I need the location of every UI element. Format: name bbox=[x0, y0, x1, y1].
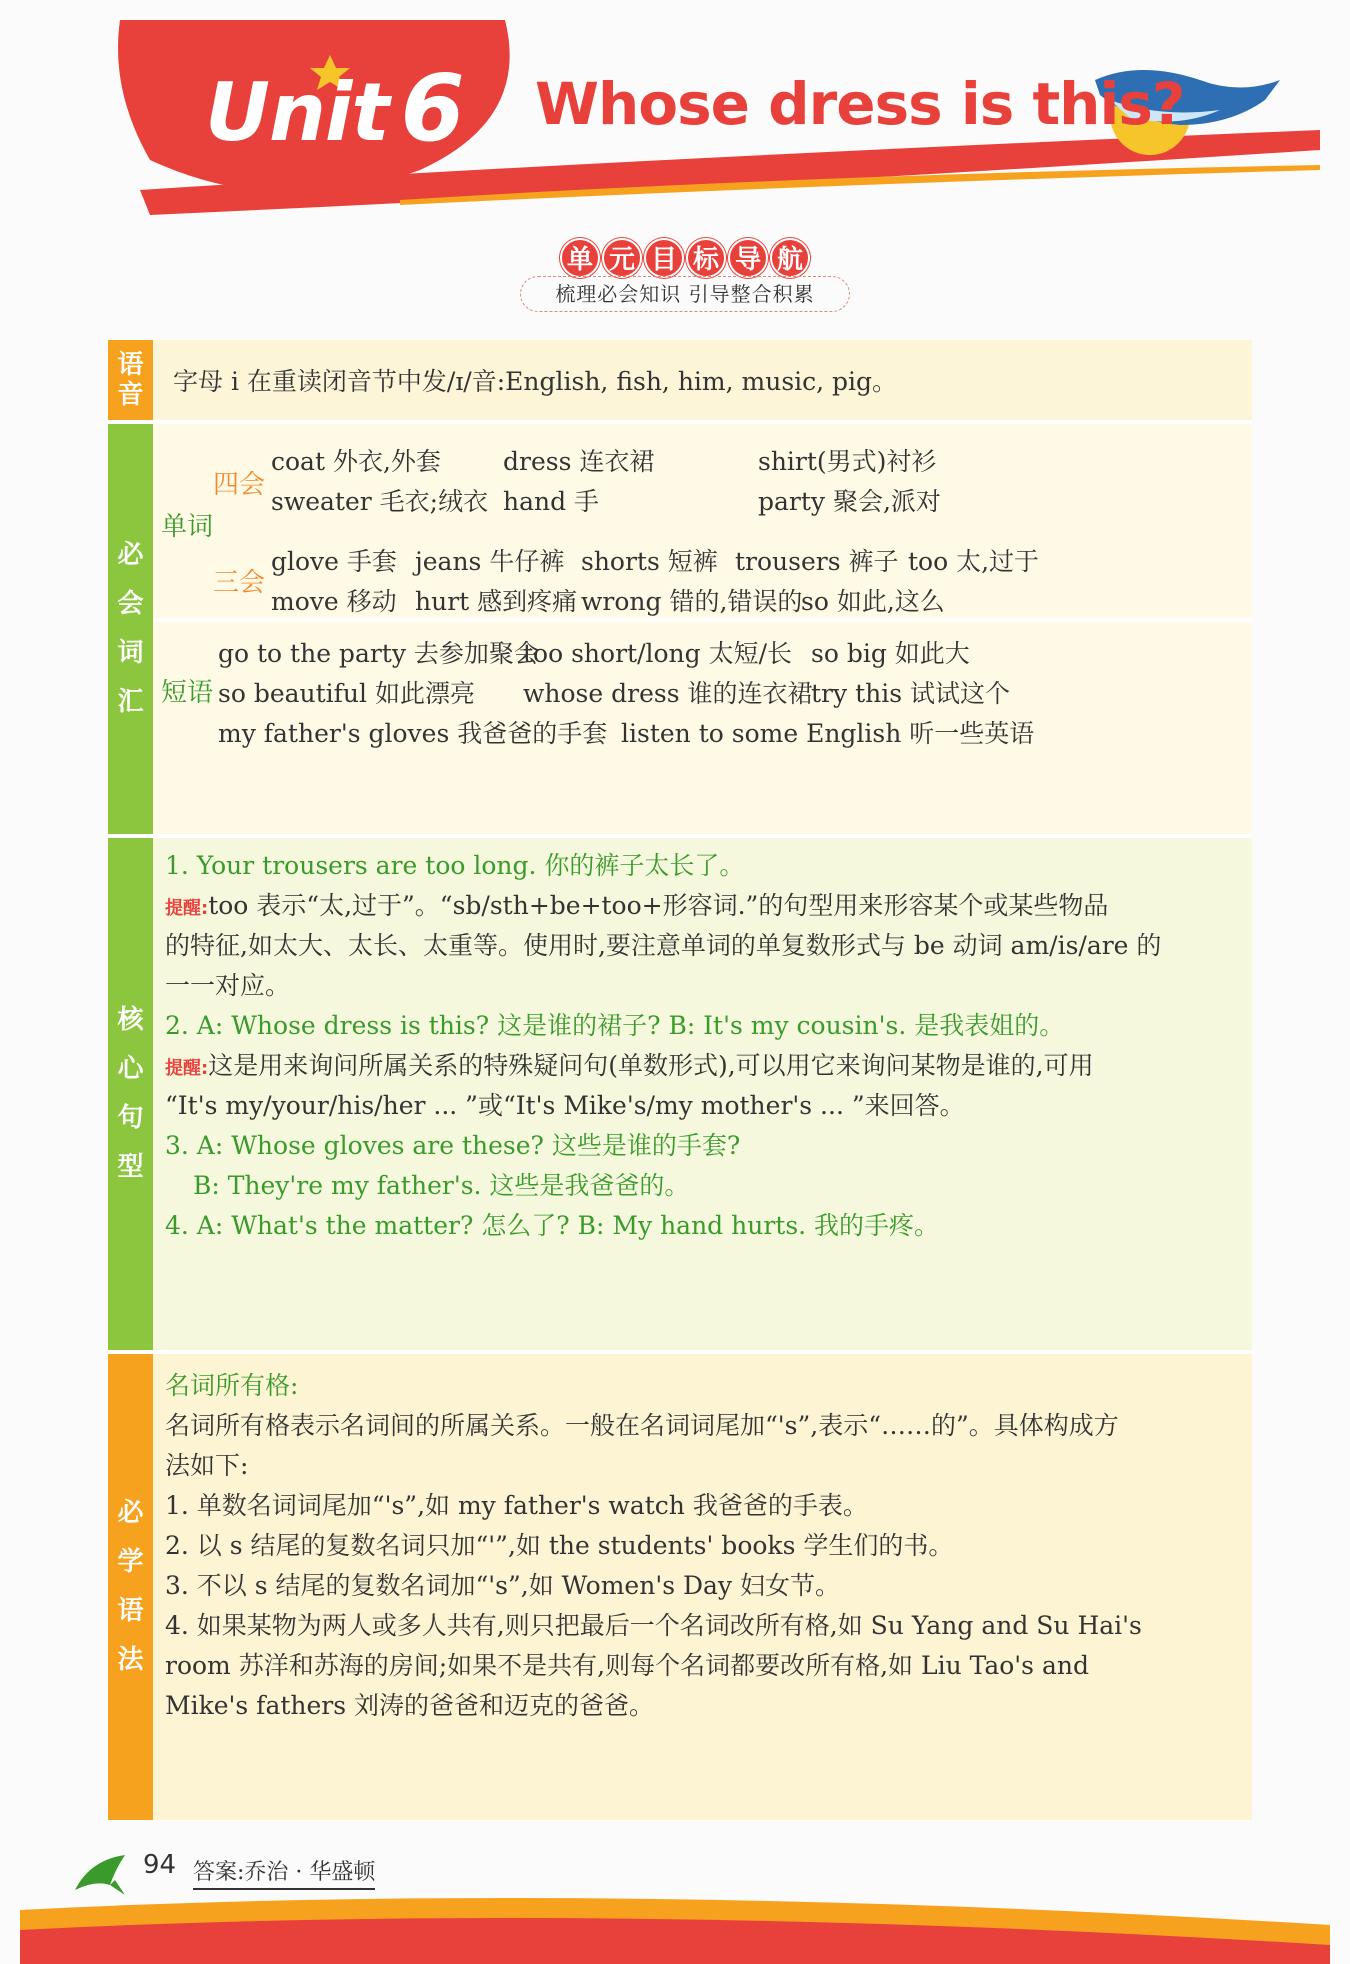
vocabulary-content bbox=[153, 424, 1252, 834]
sentence-1: 1. Your trousers are too long. 你的裤子太长了。 bbox=[165, 851, 745, 880]
vocabulary-label: 必 会 词 汇 bbox=[108, 424, 153, 834]
sentence-3b: B: They're my father's. 这些是我爸爸的。 bbox=[193, 1171, 690, 1200]
grammar-point: 3. 不以 s 结尾的复数名词加“'s”,如 Women's Day 妇女节。 bbox=[165, 1571, 841, 1600]
phrase-item: listen to some English 听一些英语 bbox=[621, 719, 1035, 748]
footer-wave bbox=[0, 1870, 1350, 1964]
nav-char: 航 bbox=[770, 238, 810, 278]
word-item: so 如此,这么 bbox=[801, 587, 945, 616]
pronunciation-row bbox=[108, 340, 1252, 420]
pronunciation-label: 语 音 bbox=[108, 340, 153, 420]
word-item: shorts 短裤 bbox=[581, 547, 718, 576]
grammar-intro: 名词所有格表示名词间的所属关系。一般在名词词尾加“'s”,表示“……的”。具体构成方 bbox=[165, 1411, 1119, 1440]
phrase-item: whose dress 谁的连衣裙 bbox=[523, 679, 813, 708]
words-label: 单词 bbox=[161, 512, 214, 542]
page-number: 94 bbox=[143, 1850, 177, 1880]
four-skills-label: 四会 bbox=[213, 470, 266, 500]
grammar-row bbox=[108, 1354, 1252, 1820]
answer-note: 答案:乔治 · 华盛顿 bbox=[193, 1855, 375, 1890]
vocabulary-row bbox=[108, 424, 1252, 834]
tip-2-line: 提醒:这是用来询问所属关系的特殊疑问句(单数形式),可以用它来询问某物是谁的,可用 bbox=[165, 1051, 1094, 1080]
phrase-item: so big 如此大 bbox=[811, 639, 970, 668]
nav-char: 单 bbox=[560, 238, 600, 278]
grammar-intro: 法如下: bbox=[165, 1451, 249, 1480]
grammar-title: 名词所有格: bbox=[165, 1371, 299, 1400]
tip-1-line: 提醒:too 表示“太,过于”。“sb/sth+be+too+形容词.”的句型用来形容某个或某些物品 bbox=[165, 891, 1109, 920]
pronunciation-content bbox=[153, 340, 1252, 420]
grammar-content bbox=[153, 1354, 1252, 1820]
grammar-point: 2. 以 s 结尾的复数名词只加“'”,如 the students' books 学生们的书。 bbox=[165, 1531, 954, 1560]
phrase-item: go to the party 去参加聚会 bbox=[218, 639, 539, 668]
summary-table bbox=[108, 340, 1252, 1820]
tip-2-line: “It's my/your/his/her ... ”或“It's Mike's/my mother's ... ”来回答。 bbox=[165, 1091, 965, 1120]
word-item: dress 连衣裙 bbox=[503, 447, 655, 476]
tip-label: 提醒: bbox=[165, 1058, 209, 1079]
nav-char: 标 bbox=[686, 238, 726, 278]
tip-1-line: 一一对应。 bbox=[165, 971, 291, 1000]
three-skills-label: 三会 bbox=[213, 568, 266, 598]
tip-1-line: 的特征,如太大、太长、太重等。使用时,要注意单词的单复数形式与 be 动词 am/is/are 的 bbox=[165, 931, 1162, 960]
grammar-point: room 苏洋和苏海的房间;如果不是共有,则每个名词都要改所有格,如 Liu Tao's and bbox=[165, 1651, 1089, 1680]
word-item: glove 手套 bbox=[271, 547, 397, 576]
sentences-label: 核 心 句 型 bbox=[108, 838, 153, 1350]
nav-title bbox=[560, 238, 810, 278]
word-item: wrong 错的,错误的 bbox=[581, 587, 803, 616]
word-item: too 太,过于 bbox=[908, 547, 1040, 576]
nav-char: 目 bbox=[644, 238, 684, 278]
grammar-label: 必 学 语 法 bbox=[108, 1354, 153, 1820]
page-header bbox=[0, 0, 1350, 230]
nav-char: 导 bbox=[728, 238, 768, 278]
word-item: sweater 毛衣;绒衣 bbox=[271, 487, 489, 516]
sentence-3a: 3. A: Whose gloves are these? 这些是谁的手套? bbox=[165, 1131, 741, 1160]
phrases-label: 短语 bbox=[161, 678, 214, 708]
nav-char: 元 bbox=[602, 238, 642, 278]
sentences-row bbox=[108, 838, 1252, 1350]
phrase-item: try this 试试这个 bbox=[811, 679, 1010, 708]
sentence-2: 2. A: Whose dress is this? 这是谁的裙子? B: It's my cousin's. 是我表姐的。 bbox=[165, 1011, 1065, 1040]
pronunciation-text: 字母 i 在重读闭音节中发/ɪ/音:English, fish, him, music, pig。 bbox=[173, 367, 898, 396]
nav-subtitle: 梳理必会知识 引导整合积累 bbox=[520, 276, 850, 312]
word-item: trousers 裤子 bbox=[735, 547, 899, 576]
sentence-4: 4. A: What's the matter? 怎么了? B: My hand hurts. 我的手疼。 bbox=[165, 1211, 940, 1240]
word-item: coat 外衣,外套 bbox=[271, 447, 441, 476]
word-item: hand 手 bbox=[503, 487, 600, 516]
phrase-item: my father's gloves 我爸爸的手套 bbox=[218, 719, 608, 748]
grammar-point: Mike's fathers 刘涛的爸爸和迈克的爸爸。 bbox=[165, 1691, 655, 1720]
word-item: jeans 牛仔裤 bbox=[415, 547, 565, 576]
divider bbox=[153, 618, 1252, 622]
phrase-item: so beautiful 如此漂亮 bbox=[218, 679, 475, 708]
page-title: Whose dress is this? bbox=[535, 70, 1185, 138]
sentences-content bbox=[153, 838, 1252, 1350]
word-item: hurt 感到疼痛 bbox=[415, 587, 578, 616]
word-item: party 聚会,派对 bbox=[758, 487, 941, 516]
section-nav-badge bbox=[520, 238, 850, 313]
grammar-point: 4. 如果某物为两人或多人共有,则只把最后一个名词改所有格,如 Su Yang and Su Hai's bbox=[165, 1611, 1142, 1640]
grammar-point: 1. 单数名词词尾加“'s”,如 my father's watch 我爸爸的手表。 bbox=[165, 1491, 868, 1520]
word-item: move 移动 bbox=[271, 587, 397, 616]
unit-title: Unit 6 bbox=[205, 55, 464, 162]
phrase-item: too short/long 太短/长 bbox=[523, 639, 793, 668]
tip-label: 提醒: bbox=[165, 898, 209, 919]
word-item: shirt(男式)衬衫 bbox=[758, 447, 937, 476]
